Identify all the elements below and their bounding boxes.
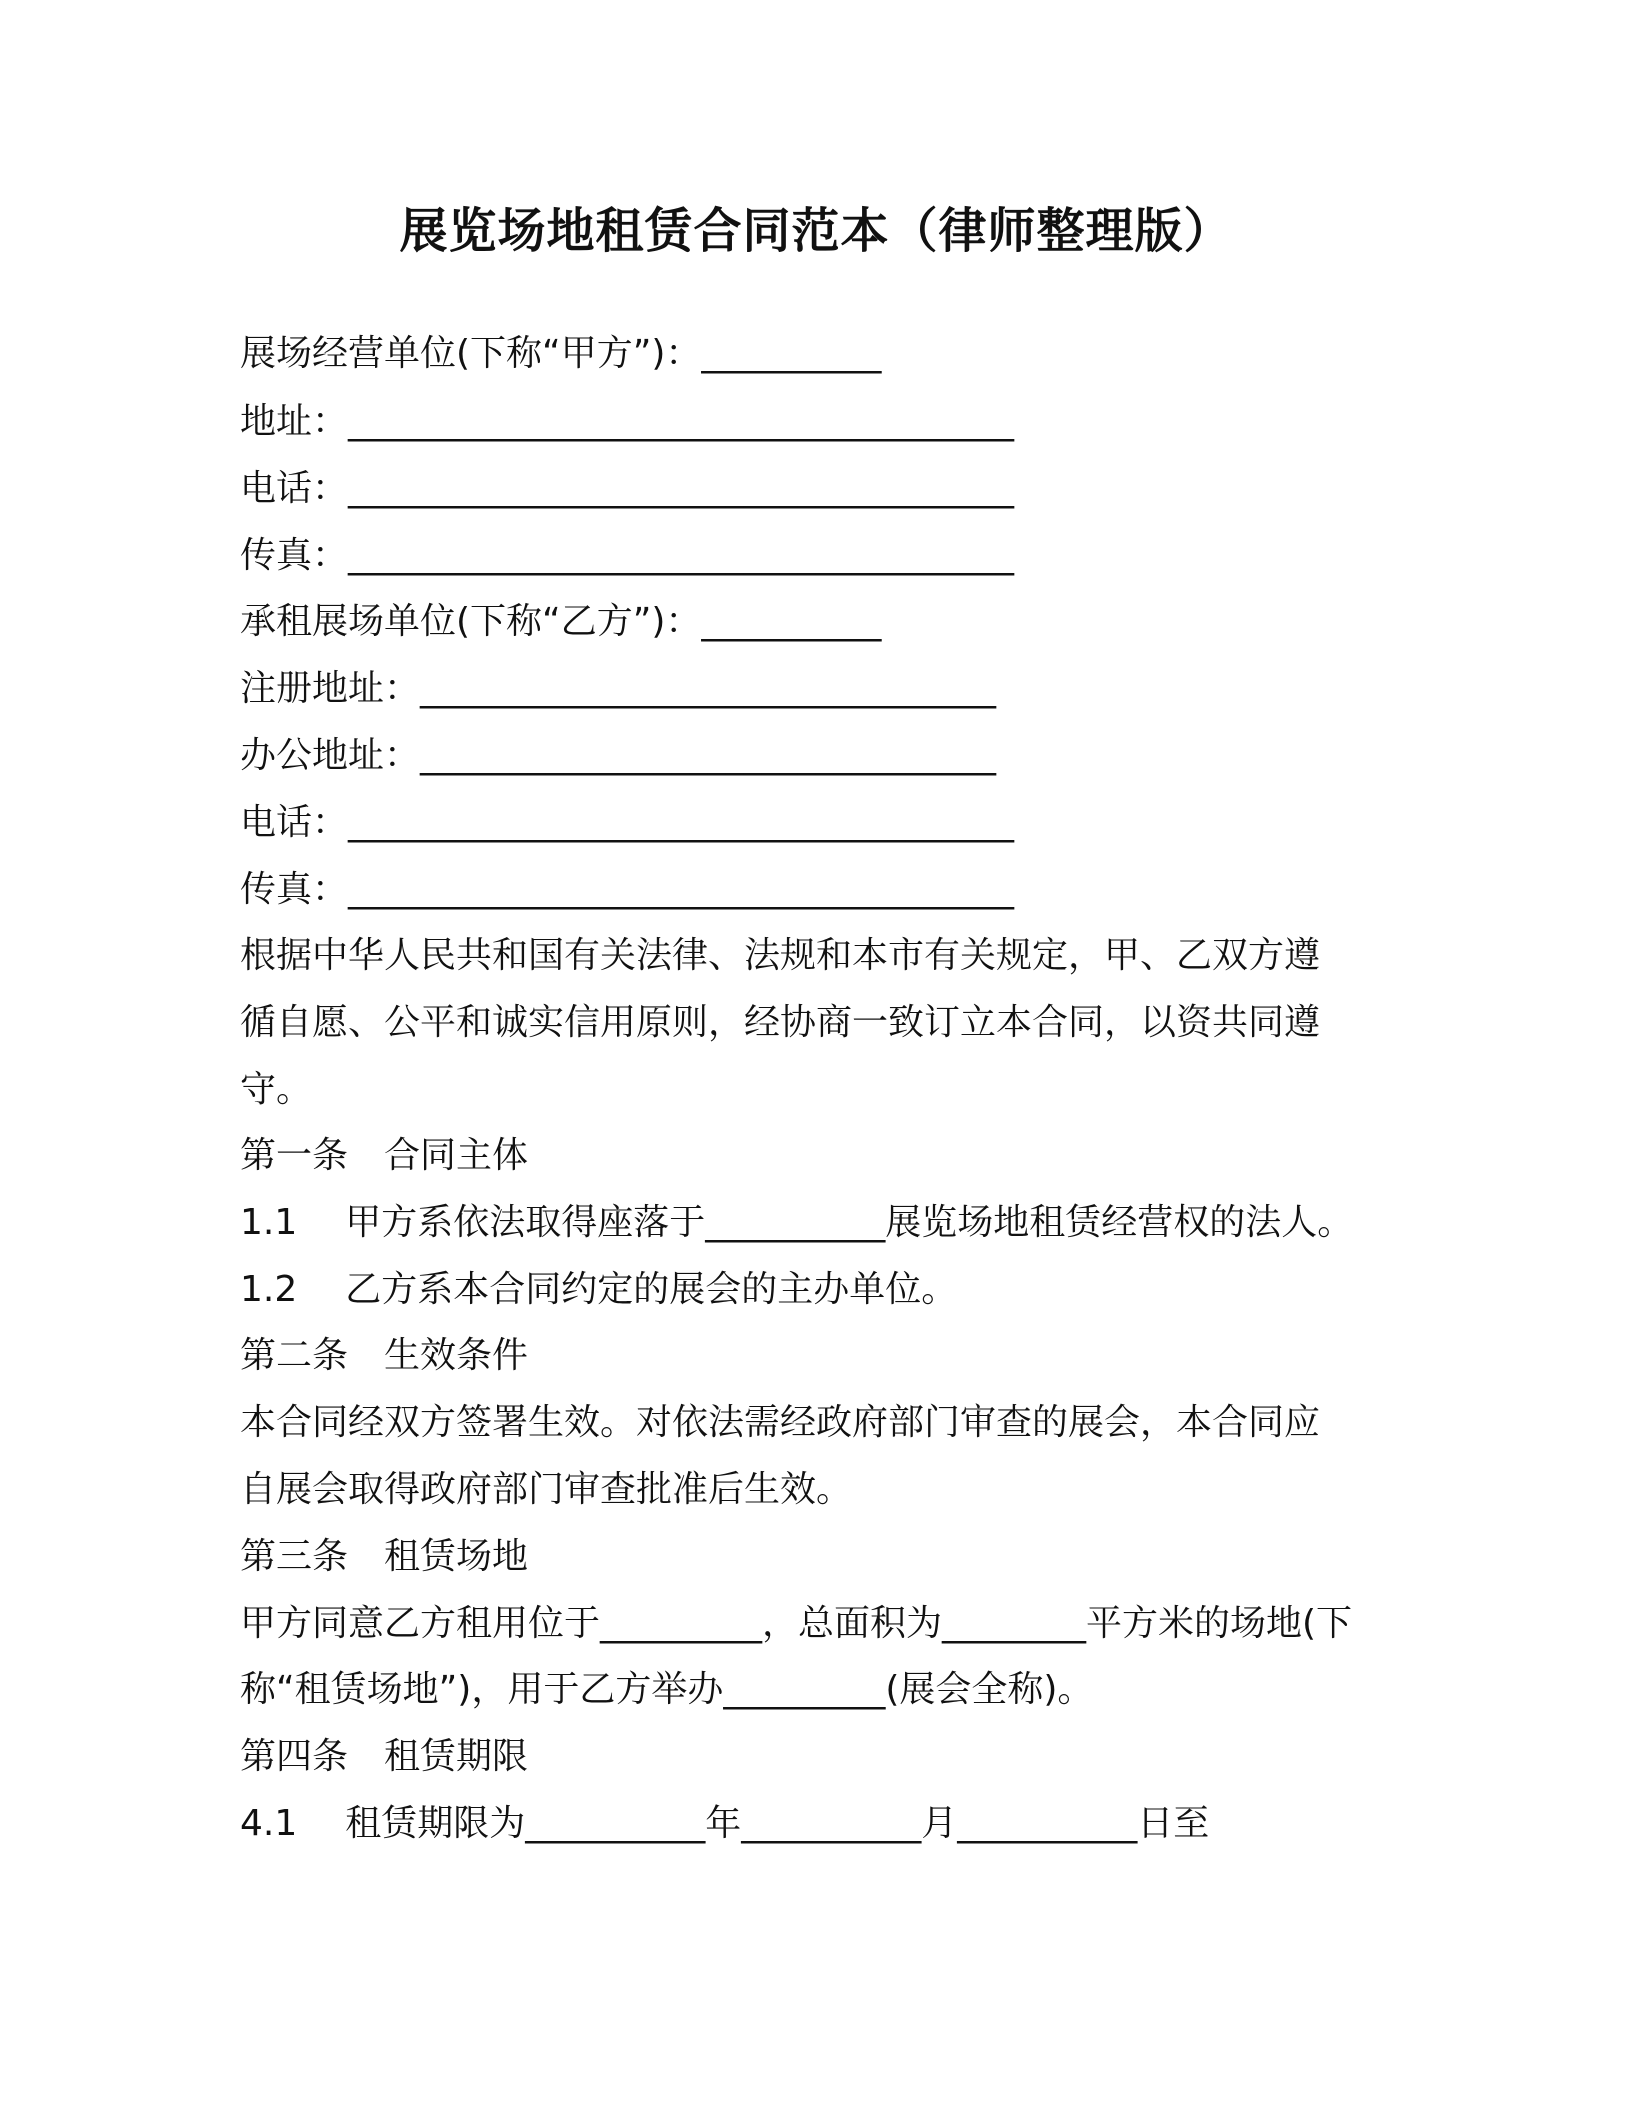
- article4-title: 租赁期限: [384, 1736, 529, 1777]
- article3-text-line-2: 称“租赁场地”)，用于乙方举办_________(展会全称)。: [240, 1669, 1094, 1710]
- article2-number: 第二条: [240, 1335, 349, 1376]
- preamble-line-1: 根据中华人民共和国有关法律、法规和本市有关规定，甲、乙双方遵: [240, 935, 1321, 976]
- article1-title: 合同主体: [384, 1135, 529, 1176]
- clause-1-1: [240, 1199, 1353, 1247]
- party-b-unit: 承租展场单位(下称“乙方”)：__________: [240, 601, 882, 642]
- article1-number: 第一条: [240, 1135, 349, 1176]
- party-a-unit: 展场经营单位(下称“甲方”)：__________: [240, 333, 882, 374]
- article1-heading: [240, 1132, 528, 1180]
- article3-text-line-1: 甲方同意乙方租用位于_________，总面积为________平方米的场地(下: [240, 1603, 1353, 1644]
- party-b-fax: 传真：_____________________________________: [240, 869, 1015, 910]
- party-a-address: 地址：_____________________________________: [240, 401, 1015, 442]
- clause-1-1-number: 1.1: [240, 1202, 298, 1243]
- document-title: 展览场地租赁合同范本（律师整理版）: [399, 203, 1233, 259]
- clause-4-1: [240, 1800, 1209, 1848]
- clause-4-1-number: 4.1: [240, 1803, 298, 1844]
- article3-heading: [240, 1533, 528, 1581]
- party-a-fax: 传真：_____________________________________: [240, 535, 1015, 576]
- preamble-line-3: 守。: [240, 1069, 313, 1110]
- clause-4-1-text: 租赁期限为__________年__________月__________日至: [345, 1803, 1210, 1844]
- clause-1-2: [240, 1266, 957, 1314]
- article4-number: 第四条: [240, 1736, 349, 1777]
- clause-1-2-text: 乙方系本合同约定的展会的主办单位。: [345, 1269, 958, 1310]
- article2-heading: [240, 1332, 528, 1380]
- clause-1-2-number: 1.2: [240, 1269, 298, 1310]
- party-b-registered-address: 注册地址：________________________________: [240, 668, 997, 709]
- party-b-office-address: 办公地址：________________________________: [240, 735, 997, 776]
- article3-number: 第三条: [240, 1536, 349, 1577]
- preamble-line-2: 循自愿、公平和诚实信用原则，经协商一致订立本合同，以资共同遵: [240, 1002, 1321, 1043]
- article4-heading: [240, 1733, 528, 1781]
- party-b-phone: 电话：_____________________________________: [240, 802, 1015, 843]
- clause-1-1-text: 甲方系依法取得座落于__________展览场地租赁经营权的法人。: [345, 1202, 1354, 1243]
- article2-text-line-1: 本合同经双方签署生效。对依法需经政府部门审查的展会，本合同应: [240, 1402, 1321, 1443]
- article2-text-line-2: 自展会取得政府部门审查批准后生效。: [240, 1469, 853, 1510]
- article3-title: 租赁场地: [384, 1536, 529, 1577]
- party-a-phone: 电话：_____________________________________: [240, 468, 1015, 509]
- article2-title: 生效条件: [384, 1335, 529, 1376]
